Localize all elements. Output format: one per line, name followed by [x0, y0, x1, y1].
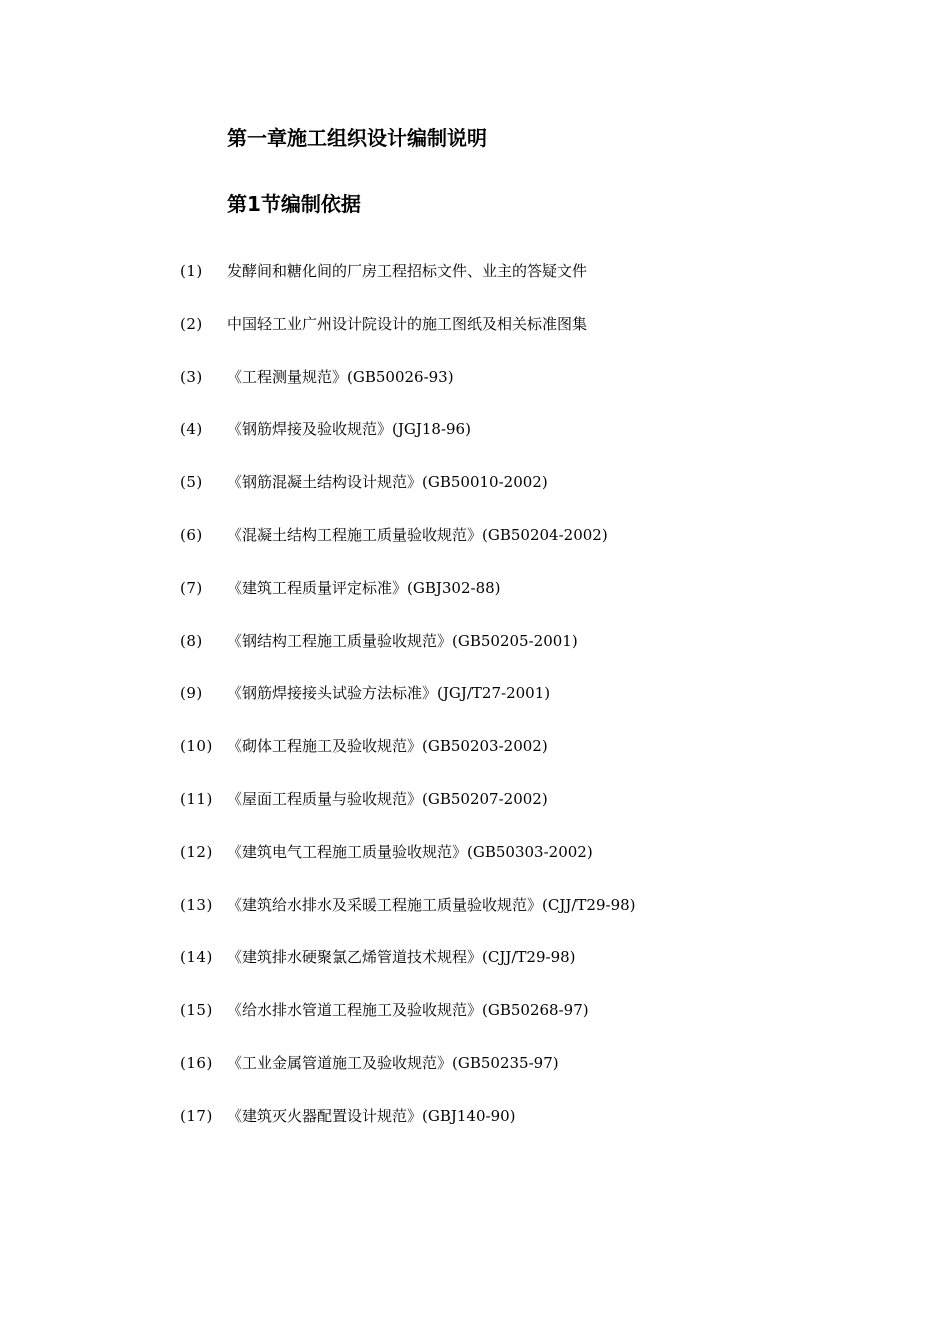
list-item-text: 《钢筋混凝土结构设计规范》(GB50010-2002) — [227, 473, 548, 492]
list-item — [180, 839, 636, 892]
list-item — [180, 628, 636, 681]
list-item — [180, 892, 636, 945]
list-item-text: 发酵间和糖化间的厂房工程招标文件、业主的答疑文件 — [227, 262, 588, 280]
list-item — [180, 1050, 636, 1103]
list-item-text: 《给水排水管道工程施工及验收规范》(GB50268-97) — [227, 1001, 589, 1020]
list-item-number: (16) — [180, 1053, 213, 1072]
list-item-text: 《钢结构工程施工质量验收规范》(GB50205-2001) — [227, 631, 578, 650]
list-item-number: (7) — [180, 578, 203, 597]
list-item-text: 《钢筋焊接接头试验方法标准》(JGJ/T27-2001) — [227, 684, 551, 703]
list-item-text: 《工程测量规范》(GB50026-93) — [227, 367, 454, 386]
chapter-title: 第一章施工组织设计编制说明 — [227, 126, 487, 150]
list-item-number: (3) — [180, 367, 203, 386]
reference-list — [180, 258, 636, 1156]
list-item-text: 《建筑电气工程施工质量验收规范》(GB50303-2002) — [227, 842, 593, 861]
list-item-number: (5) — [180, 473, 203, 492]
list-item — [180, 733, 636, 786]
list-item — [180, 1103, 636, 1156]
list-item-number: (8) — [180, 631, 203, 650]
list-item — [180, 786, 636, 839]
list-item-number: (10) — [180, 737, 213, 756]
list-item-text: 《工业金属管道施工及验收规范》(GB50235-97) — [227, 1053, 559, 1072]
list-item-number: (14) — [180, 948, 213, 967]
list-item-text: 《建筑灭火器配置设计规范》(GBJ140-90) — [227, 1106, 516, 1125]
list-item-number: (2) — [180, 314, 203, 333]
list-item-number: (1) — [180, 262, 203, 280]
list-item-text: 《建筑给水排水及采暖工程施工质量验收规范》(CJJ/T29-98) — [227, 895, 636, 914]
list-item — [180, 522, 636, 575]
list-item-text: 中国轻工业广州设计院设计的施工图纸及相关标准图集 — [227, 314, 588, 333]
list-item — [180, 680, 636, 733]
list-item-number: (4) — [180, 420, 203, 439]
list-item-text: 《混凝土结构工程施工质量验收规范》(GB50204-2002) — [227, 525, 608, 544]
list-item-number: (15) — [180, 1001, 213, 1020]
list-item-number: (11) — [180, 789, 213, 808]
list-item — [180, 575, 636, 628]
list-item-text: 《砌体工程施工及验收规范》(GB50203-2002) — [227, 737, 548, 756]
list-item-text: 《建筑工程质量评定标准》(GBJ302-88) — [227, 578, 501, 597]
list-item — [180, 258, 636, 311]
list-item-number: (6) — [180, 525, 203, 544]
list-item-text: 《屋面工程质量与验收规范》(GB50207-2002) — [227, 789, 548, 808]
list-item — [180, 469, 636, 522]
list-item-number: (17) — [180, 1106, 213, 1125]
list-item-text: 《钢筋焊接及验收规范》(JGJ18-96) — [227, 420, 471, 439]
list-item-number: (13) — [180, 895, 213, 914]
list-item-number: (12) — [180, 842, 213, 861]
list-item — [180, 997, 636, 1050]
list-item-number: (9) — [180, 684, 203, 703]
list-item — [180, 311, 636, 364]
list-item — [180, 416, 636, 469]
list-item — [180, 364, 636, 417]
list-item-text: 《建筑排水硬聚氯乙烯管道技术规程》(CJJ/T29-98) — [227, 948, 576, 967]
list-item — [180, 944, 636, 997]
section-title: 第1节编制依据 — [227, 192, 361, 216]
